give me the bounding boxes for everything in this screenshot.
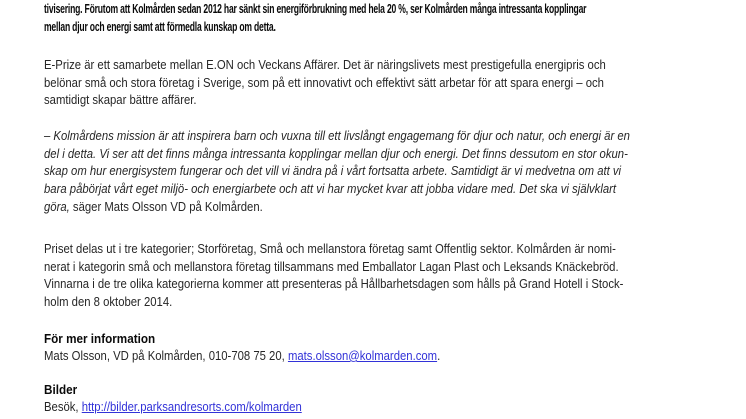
categories-paragraph: Priset delas ut i tre kategorier; Storföretag, Små och mellanstora företag samt Offentlig sektor. Kolmården är nomi- nerat i kategorin små och mellanstora företag tillsammans med Emballator Lagan Plast och Leksands Knäckebröd. Vinnarna i de tre olika kategorierna kommer att presenteras på Hållbarhetsdagen som hålls på Grand Hotell i Stock- holm den 8 oktober 2014. — [44, 241, 624, 310]
contact-line — [44, 347, 440, 365]
contact-text: Mats Olsson, VD på Kolmården, 010-708 75 20, — [44, 348, 288, 363]
contact-section-heading: För mer information — [44, 331, 156, 346]
quote-attribution: säger Mats Olsson VD på Kolmården. — [69, 198, 263, 214]
lead-paragraph: tivisering. Förutom att Kolmården sedan 2012 har sänkt sin energiförbrukning med hela 20 %, ser Kolmården många intressanta kopplingar mellan djur och energi samt att förmedla kunskap om detta. — [44, 1, 587, 34]
eprize-description-paragraph: E-Prize är ett samarbete mellan E.ON och Veckans Affärer. Det är näringslivets mest prestigefulla energipris och belönar små och stora företag i Sverige, som på ett innovativt och effektivt sätt arbetar för att spara energi – och samtidigt skapar bättre affärer. — [44, 57, 606, 108]
quote-paragraph — [44, 127, 630, 216]
images-text: Besök, — [44, 399, 82, 414]
contact-text-suffix: . — [437, 348, 441, 363]
images-url-link[interactable]: http://bilder.parksandresorts.com/kolmarden — [81, 399, 302, 414]
images-line — [44, 398, 302, 416]
contact-email-link[interactable]: mats.olsson@kolmarden.com — [287, 348, 438, 363]
images-section-heading: Bilder — [44, 382, 78, 397]
quote-italic-text: – Kolmårdens mission är att inspirera barn och vuxna till ett livslångt engagemang för djur och natur, och energi är en del i detta. Vi ser att det finns många intressanta kopplingar mellan djur och energi. Det finns dessutom en stor okun- skap om hur energisystem fungerar och det vill vi ändra på i vårt fortsatta arbete. Samtidigt är vi medvetna om att vi bara påbörjat vårt eget miljö- och energiarbete och att vi har mycket kvar att jobba vidare med. Det ska vi självklart göra, — [44, 128, 630, 214]
